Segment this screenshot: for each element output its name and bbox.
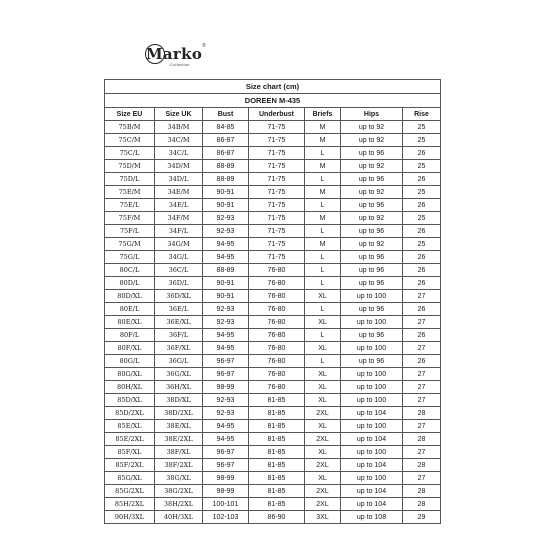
table-title-row — [105, 80, 441, 94]
cell-briefs: 2XL — [305, 498, 341, 511]
cell-underbust: 81-85 — [249, 485, 305, 498]
cell-underbust: 71-75 — [249, 147, 305, 160]
cell-rise: 26 — [403, 225, 441, 238]
cell-briefs: L — [305, 199, 341, 212]
cell-bust: 88-89 — [203, 173, 249, 186]
cell-rise: 25 — [403, 238, 441, 251]
cell-rise: 26 — [403, 329, 441, 342]
cell-size-eu: 80G/XL — [105, 368, 155, 381]
cell-hips: up to 100 — [341, 472, 403, 485]
cell-size-eu: 85G/2XL — [105, 485, 155, 498]
cell-rise: 29 — [403, 511, 441, 524]
cell-size-uk: 34D/L — [155, 173, 203, 186]
cell-briefs: XL — [305, 394, 341, 407]
column-header: Underbust — [249, 108, 305, 121]
cell-size-uk: 36G/XL — [155, 368, 203, 381]
cell-rise: 27 — [403, 472, 441, 485]
table-row — [105, 264, 441, 277]
cell-hips: up to 92 — [341, 186, 403, 199]
cell-bust: 86-87 — [203, 134, 249, 147]
cell-underbust: 76-80 — [249, 290, 305, 303]
table-row — [105, 498, 441, 511]
cell-underbust: 81-85 — [249, 498, 305, 511]
table-row — [105, 303, 441, 316]
cell-rise: 26 — [403, 264, 441, 277]
cell-rise: 26 — [403, 199, 441, 212]
cell-briefs: L — [305, 147, 341, 160]
cell-hips: up to 100 — [341, 342, 403, 355]
cell-briefs: L — [305, 303, 341, 316]
cell-underbust: 81-85 — [249, 433, 305, 446]
cell-bust: 94-95 — [203, 251, 249, 264]
cell-underbust: 76-80 — [249, 368, 305, 381]
cell-hips: up to 96 — [341, 303, 403, 316]
cell-bust: 94-95 — [203, 433, 249, 446]
cell-bust: 90-91 — [203, 290, 249, 303]
table-row — [105, 160, 441, 173]
table-model: DOREEN M-435 — [105, 94, 441, 108]
cell-size-eu: 80C/L — [105, 264, 155, 277]
cell-briefs: L — [305, 355, 341, 368]
cell-size-eu: 85E/XL — [105, 420, 155, 433]
cell-briefs: M — [305, 238, 341, 251]
cell-hips: up to 104 — [341, 485, 403, 498]
cell-size-eu: 85D/2XL — [105, 407, 155, 420]
cell-rise: 27 — [403, 290, 441, 303]
cell-size-uk: 36H/XL — [155, 381, 203, 394]
cell-bust: 96-97 — [203, 368, 249, 381]
cell-rise: 27 — [403, 316, 441, 329]
cell-hips: up to 92 — [341, 134, 403, 147]
cell-rise: 25 — [403, 121, 441, 134]
table-row — [105, 433, 441, 446]
cell-underbust: 81-85 — [249, 420, 305, 433]
cell-size-uk: 38H/2XL — [155, 498, 203, 511]
cell-rise: 28 — [403, 459, 441, 472]
cell-bust: 84-85 — [203, 121, 249, 134]
cell-hips: up to 92 — [341, 238, 403, 251]
cell-size-uk: 38E/XL — [155, 420, 203, 433]
cell-rise: 28 — [403, 485, 441, 498]
cell-bust: 92-93 — [203, 225, 249, 238]
cell-hips: up to 96 — [341, 225, 403, 238]
cell-size-uk: 36D/XL — [155, 290, 203, 303]
table-row — [105, 381, 441, 394]
table-row — [105, 459, 441, 472]
cell-rise: 26 — [403, 355, 441, 368]
cell-size-eu: 80E/L — [105, 303, 155, 316]
cell-briefs: L — [305, 277, 341, 290]
cell-underbust: 76-80 — [249, 277, 305, 290]
cell-size-uk: 34E/L — [155, 199, 203, 212]
cell-underbust: 71-75 — [249, 186, 305, 199]
cell-rise: 27 — [403, 342, 441, 355]
cell-hips: up to 104 — [341, 498, 403, 511]
cell-rise: 26 — [403, 173, 441, 186]
cell-underbust: 76-80 — [249, 303, 305, 316]
cell-hips: up to 96 — [341, 329, 403, 342]
cell-rise: 25 — [403, 186, 441, 199]
cell-size-uk: 38F/2XL — [155, 459, 203, 472]
cell-bust: 90-91 — [203, 277, 249, 290]
cell-briefs: XL — [305, 368, 341, 381]
cell-underbust: 71-75 — [249, 251, 305, 264]
cell-briefs: M — [305, 134, 341, 147]
cell-size-eu: 80E/XL — [105, 316, 155, 329]
cell-hips: up to 92 — [341, 212, 403, 225]
cell-size-uk: 38E/2XL — [155, 433, 203, 446]
cell-briefs: 2XL — [305, 407, 341, 420]
cell-underbust: 76-80 — [249, 316, 305, 329]
cell-rise: 27 — [403, 446, 441, 459]
cell-size-eu: 80H/XL — [105, 381, 155, 394]
table-row — [105, 251, 441, 264]
table-row — [105, 134, 441, 147]
cell-size-uk: 34D/M — [155, 160, 203, 173]
cell-bust: 92-93 — [203, 407, 249, 420]
cell-rise: 28 — [403, 498, 441, 511]
table-row — [105, 121, 441, 134]
cell-briefs: L — [305, 173, 341, 186]
table-row — [105, 225, 441, 238]
column-header: Hips — [341, 108, 403, 121]
cell-bust: 94-95 — [203, 342, 249, 355]
cell-briefs: L — [305, 225, 341, 238]
table-row — [105, 485, 441, 498]
cell-hips: up to 96 — [341, 147, 403, 160]
cell-size-uk: 38G/XL — [155, 472, 203, 485]
cell-bust: 94-95 — [203, 238, 249, 251]
cell-size-eu: 75D/M — [105, 160, 155, 173]
table-row — [105, 212, 441, 225]
cell-rise: 27 — [403, 381, 441, 394]
cell-rise: 25 — [403, 134, 441, 147]
cell-rise: 26 — [403, 277, 441, 290]
cell-bust: 86-87 — [203, 147, 249, 160]
cell-size-uk: 36D/L — [155, 277, 203, 290]
table-row — [105, 290, 441, 303]
table-row — [105, 342, 441, 355]
cell-hips: up to 92 — [341, 121, 403, 134]
table-row — [105, 472, 441, 485]
cell-briefs: L — [305, 329, 341, 342]
cell-bust: 88-89 — [203, 160, 249, 173]
cell-underbust: 71-75 — [249, 173, 305, 186]
cell-size-uk: 34C/M — [155, 134, 203, 147]
cell-size-uk: 36F/XL — [155, 342, 203, 355]
cell-underbust: 71-75 — [249, 238, 305, 251]
cell-size-uk: 34F/L — [155, 225, 203, 238]
cell-bust: 92-93 — [203, 394, 249, 407]
cell-bust: 90-91 — [203, 199, 249, 212]
cell-size-eu: 80F/XL — [105, 342, 155, 355]
table-row — [105, 394, 441, 407]
cell-hips: up to 100 — [341, 381, 403, 394]
cell-underbust: 76-80 — [249, 342, 305, 355]
table-row — [105, 355, 441, 368]
cell-bust: 98-99 — [203, 381, 249, 394]
cell-size-eu: 75B/M — [105, 121, 155, 134]
cell-hips: up to 100 — [341, 290, 403, 303]
cell-bust: 98-99 — [203, 485, 249, 498]
cell-size-eu: 75E/M — [105, 186, 155, 199]
cell-briefs: M — [305, 121, 341, 134]
cell-hips: up to 96 — [341, 277, 403, 290]
cell-underbust: 76-80 — [249, 381, 305, 394]
column-header: Bust — [203, 108, 249, 121]
cell-underbust: 76-80 — [249, 355, 305, 368]
cell-hips: up to 100 — [341, 446, 403, 459]
table-row — [105, 368, 441, 381]
cell-briefs: XL — [305, 381, 341, 394]
cell-size-uk: 40H/3XL — [155, 511, 203, 524]
cell-underbust: 76-80 — [249, 264, 305, 277]
cell-briefs: XL — [305, 446, 341, 459]
cell-size-uk: 36E/L — [155, 303, 203, 316]
cell-size-uk: 38G/2XL — [155, 485, 203, 498]
cell-size-uk: 36C/L — [155, 264, 203, 277]
cell-size-eu: 85D/XL — [105, 394, 155, 407]
cell-size-uk: 38D/XL — [155, 394, 203, 407]
cell-rise: 26 — [403, 251, 441, 264]
cell-bust: 98-99 — [203, 472, 249, 485]
table-row — [105, 446, 441, 459]
column-header: Briefs — [305, 108, 341, 121]
cell-rise: 25 — [403, 212, 441, 225]
cell-underbust: 71-75 — [249, 121, 305, 134]
cell-hips: up to 108 — [341, 511, 403, 524]
table-row — [105, 407, 441, 420]
column-header: Size UK — [155, 108, 203, 121]
table-row — [105, 511, 441, 524]
cell-hips: up to 96 — [341, 199, 403, 212]
cell-hips: up to 96 — [341, 264, 403, 277]
cell-size-uk: 34C/L — [155, 147, 203, 160]
cell-underbust: 81-85 — [249, 472, 305, 485]
table-row — [105, 238, 441, 251]
cell-size-uk: 36F/L — [155, 329, 203, 342]
cell-bust: 92-93 — [203, 303, 249, 316]
table-model-row — [105, 94, 441, 108]
cell-hips: up to 104 — [341, 407, 403, 420]
cell-size-eu: 85H/2XL — [105, 498, 155, 511]
cell-bust: 102-103 — [203, 511, 249, 524]
cell-size-eu: 85F/XL — [105, 446, 155, 459]
cell-bust: 100-101 — [203, 498, 249, 511]
cell-bust: 92-93 — [203, 316, 249, 329]
cell-briefs: XL — [305, 316, 341, 329]
cell-size-eu: 75D/L — [105, 173, 155, 186]
cell-underbust: 86-90 — [249, 511, 305, 524]
cell-underbust: 71-75 — [249, 160, 305, 173]
table-row — [105, 277, 441, 290]
brand-name: Marko — [146, 45, 203, 63]
cell-underbust: 76-80 — [249, 329, 305, 342]
cell-hips: up to 104 — [341, 433, 403, 446]
cell-bust: 96-97 — [203, 446, 249, 459]
cell-size-eu: 75G/M — [105, 238, 155, 251]
cell-briefs: 2XL — [305, 485, 341, 498]
cell-rise: 27 — [403, 394, 441, 407]
cell-briefs: M — [305, 160, 341, 173]
size-chart-table — [104, 79, 441, 524]
table-row — [105, 420, 441, 433]
cell-underbust: 71-75 — [249, 134, 305, 147]
registered-mark: ® — [202, 43, 206, 49]
table-row — [105, 316, 441, 329]
cell-size-eu: 80D/L — [105, 277, 155, 290]
table-row — [105, 329, 441, 342]
cell-hips: up to 104 — [341, 459, 403, 472]
table-title: Size chart (cm) — [105, 80, 441, 94]
cell-underbust: 71-75 — [249, 225, 305, 238]
cell-size-eu: 85E/2XL — [105, 433, 155, 446]
cell-size-uk: 38F/XL — [155, 446, 203, 459]
table-row — [105, 147, 441, 160]
cell-size-eu: 75C/M — [105, 134, 155, 147]
brand-subtitle: Collection — [170, 62, 190, 67]
cell-rise: 25 — [403, 160, 441, 173]
cell-hips: up to 100 — [341, 316, 403, 329]
cell-underbust: 71-75 — [249, 212, 305, 225]
cell-size-eu: 85G/XL — [105, 472, 155, 485]
cell-size-uk: 34F/M — [155, 212, 203, 225]
cell-briefs: M — [305, 212, 341, 225]
cell-size-eu: 80G/L — [105, 355, 155, 368]
column-header: Rise — [403, 108, 441, 121]
cell-underbust: 71-75 — [249, 199, 305, 212]
cell-bust: 92-93 — [203, 212, 249, 225]
cell-hips: up to 96 — [341, 251, 403, 264]
cell-bust: 94-95 — [203, 329, 249, 342]
cell-size-uk: 38D/2XL — [155, 407, 203, 420]
cell-hips: up to 96 — [341, 355, 403, 368]
cell-size-eu: 80D/XL — [105, 290, 155, 303]
cell-briefs: M — [305, 186, 341, 199]
cell-size-eu: 75E/L — [105, 199, 155, 212]
cell-briefs: XL — [305, 420, 341, 433]
cell-bust: 90-91 — [203, 186, 249, 199]
cell-size-eu: 80F/L — [105, 329, 155, 342]
cell-size-eu: 85F/2XL — [105, 459, 155, 472]
cell-hips: up to 96 — [341, 173, 403, 186]
cell-briefs: XL — [305, 472, 341, 485]
cell-size-uk: 34B/M — [155, 121, 203, 134]
cell-hips: up to 100 — [341, 420, 403, 433]
cell-size-uk: 34G/M — [155, 238, 203, 251]
cell-rise: 27 — [403, 420, 441, 433]
cell-hips: up to 100 — [341, 394, 403, 407]
table-header-row — [105, 108, 441, 121]
cell-size-eu: 75F/M — [105, 212, 155, 225]
cell-hips: up to 92 — [341, 160, 403, 173]
cell-bust: 96-97 — [203, 459, 249, 472]
cell-bust: 96-97 — [203, 355, 249, 368]
table-row — [105, 186, 441, 199]
cell-rise: 26 — [403, 147, 441, 160]
cell-size-uk: 34G/L — [155, 251, 203, 264]
cell-rise: 26 — [403, 303, 441, 316]
cell-briefs: 2XL — [305, 433, 341, 446]
cell-underbust: 81-85 — [249, 407, 305, 420]
column-header: Size EU — [105, 108, 155, 121]
cell-size-uk: 36E/XL — [155, 316, 203, 329]
cell-briefs: L — [305, 251, 341, 264]
cell-size-eu: 90H/3XL — [105, 511, 155, 524]
cell-briefs: XL — [305, 342, 341, 355]
cell-briefs: XL — [305, 290, 341, 303]
cell-briefs: 3XL — [305, 511, 341, 524]
cell-underbust: 81-85 — [249, 394, 305, 407]
cell-underbust: 81-85 — [249, 446, 305, 459]
cell-briefs: 2XL — [305, 459, 341, 472]
table-row — [105, 199, 441, 212]
cell-size-eu: 75C/L — [105, 147, 155, 160]
cell-rise: 28 — [403, 433, 441, 446]
cell-briefs: L — [305, 264, 341, 277]
cell-size-uk: 34E/M — [155, 186, 203, 199]
cell-underbust: 81-85 — [249, 459, 305, 472]
cell-size-uk: 36G/L — [155, 355, 203, 368]
cell-bust: 88-89 — [203, 264, 249, 277]
cell-rise: 27 — [403, 368, 441, 381]
cell-bust: 94-95 — [203, 420, 249, 433]
cell-size-eu: 75F/L — [105, 225, 155, 238]
table-row — [105, 173, 441, 186]
cell-hips: up to 100 — [341, 368, 403, 381]
cell-rise: 28 — [403, 407, 441, 420]
cell-size-eu: 75G/L — [105, 251, 155, 264]
